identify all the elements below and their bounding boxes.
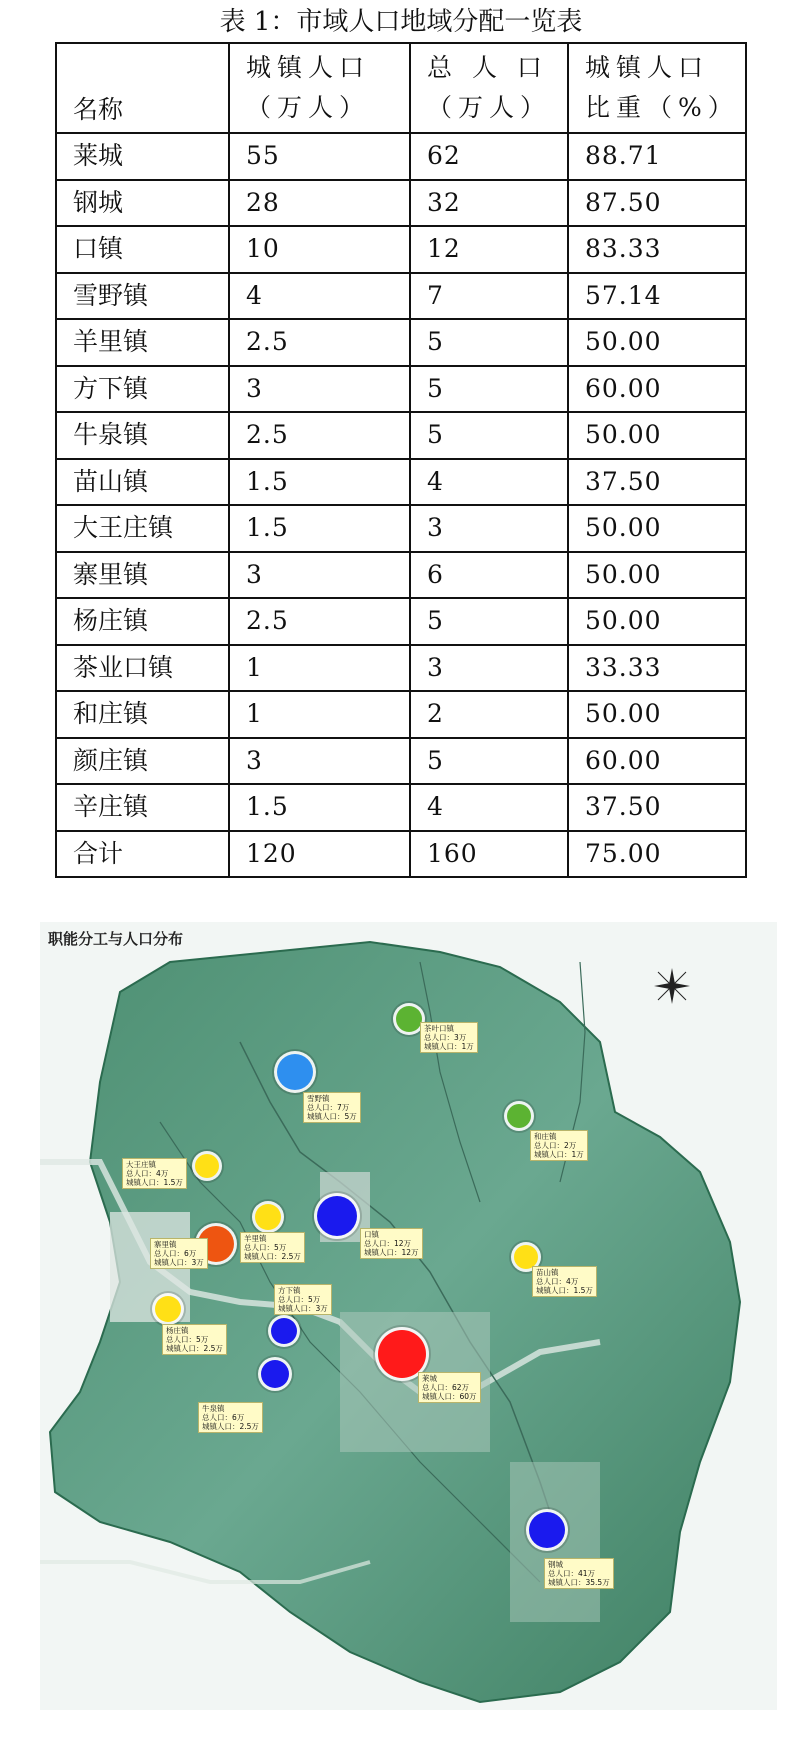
cell-urban: 2.5 <box>229 598 410 645</box>
cell-urban: 1.5 <box>229 784 410 831</box>
cell-name: 颜庄镇 <box>56 738 229 785</box>
cell-total: 4 <box>410 784 568 831</box>
cell-urban: 1 <box>229 691 410 738</box>
cell-total: 5 <box>410 412 568 459</box>
cell-total: 7 <box>410 273 568 320</box>
map-label-chayekou: 茶叶口镇 总人口：3万 城镇人口：1万 <box>420 1022 478 1053</box>
cell-name: 大王庄镇 <box>56 505 229 552</box>
table-row <box>56 645 746 692</box>
cell-name: 和庄镇 <box>56 691 229 738</box>
cell-name: 羊里镇 <box>56 319 229 366</box>
header-name: 名称 <box>56 43 229 133</box>
cell-urban: 120 <box>229 831 410 878</box>
cell-ratio: 37.50 <box>568 784 746 831</box>
cell-total: 5 <box>410 598 568 645</box>
cell-name: 辛庄镇 <box>56 784 229 831</box>
cell-total: 5 <box>410 738 568 785</box>
cell-name: 合计 <box>56 831 229 878</box>
cell-name: 茶业口镇 <box>56 645 229 692</box>
cell-urban: 3 <box>229 738 410 785</box>
cell-total: 3 <box>410 645 568 692</box>
town-marker-yangli <box>255 1204 281 1230</box>
cell-urban: 55 <box>229 133 410 180</box>
cell-name: 莱城 <box>56 133 229 180</box>
cell-name: 口镇 <box>56 226 229 273</box>
cell-name: 雪野镇 <box>56 273 229 320</box>
cell-urban: 2.5 <box>229 412 410 459</box>
population-table <box>55 42 747 878</box>
table-row <box>56 691 746 738</box>
cell-urban: 3 <box>229 552 410 599</box>
cell-ratio: 83.33 <box>568 226 746 273</box>
table-row <box>56 552 746 599</box>
cell-ratio: 57.14 <box>568 273 746 320</box>
map-label-xueye: 雪野镇 总人口：7万 城镇人口：5万 <box>303 1092 361 1123</box>
town-marker-kouzhen <box>317 1196 357 1236</box>
table-row <box>56 319 746 366</box>
header-ratio: 城镇人口 比重（%） <box>568 43 746 133</box>
cell-ratio: 50.00 <box>568 319 746 366</box>
town-marker-gangcheng <box>529 1512 565 1548</box>
town-marker-hezhuang <box>507 1104 531 1128</box>
map-label-kouzhen: 口镇 总人口：12万 城镇人口：12万 <box>360 1228 423 1259</box>
cell-total: 6 <box>410 552 568 599</box>
map-label-miaoshan: 苗山镇 总人口：4万 城镇人口：1.5万 <box>532 1266 597 1297</box>
cell-total: 5 <box>410 319 568 366</box>
cell-total: 3 <box>410 505 568 552</box>
cell-ratio: 60.00 <box>568 366 746 413</box>
cell-ratio: 50.00 <box>568 598 746 645</box>
cell-ratio: 87.50 <box>568 180 746 227</box>
compass-icon <box>652 966 692 1006</box>
cell-ratio: 33.33 <box>568 645 746 692</box>
table-row <box>56 133 746 180</box>
cell-ratio: 50.00 <box>568 505 746 552</box>
table-row <box>56 831 746 878</box>
cell-name: 寨里镇 <box>56 552 229 599</box>
map-label-zhaili: 寨里镇 总人口：6万 城镇人口：3万 <box>150 1238 208 1269</box>
cell-ratio: 88.71 <box>568 133 746 180</box>
population-distribution-map <box>40 922 777 1710</box>
table-caption: 表 1：市域人口地域分配一览表 <box>219 7 583 37</box>
town-marker-fangxia <box>271 1318 297 1344</box>
cell-urban: 2.5 <box>229 319 410 366</box>
cell-ratio: 75.00 <box>568 831 746 878</box>
map-title: 职能分工与人口分布 <box>48 930 184 948</box>
cell-ratio: 50.00 <box>568 412 746 459</box>
cell-ratio: 60.00 <box>568 738 746 785</box>
map-label-yangli: 羊里镇 总人口：5万 城镇人口：2.5万 <box>240 1232 305 1263</box>
table-row <box>56 180 746 227</box>
map-label-gangcheng: 钢城 总人口：41万 城镇人口：35.5万 <box>544 1558 614 1589</box>
map-label-dawangzhuang: 大王庄镇 总人口：4万 城镇人口：1.5万 <box>122 1158 187 1189</box>
cell-ratio: 50.00 <box>568 552 746 599</box>
map-label-yangzhuang: 杨庄镇 总人口：5万 城镇人口：2.5万 <box>162 1324 227 1355</box>
cell-total: 160 <box>410 831 568 878</box>
cell-name: 牛泉镇 <box>56 412 229 459</box>
map-label-fangxia: 方下镇 总人口：5万 城镇人口：3万 <box>274 1284 332 1315</box>
cell-urban: 1 <box>229 645 410 692</box>
town-marker-niuquan <box>261 1360 289 1388</box>
cell-urban: 28 <box>229 180 410 227</box>
cell-total: 62 <box>410 133 568 180</box>
table-row <box>56 273 746 320</box>
header-total: 总 人 口 （万人） <box>410 43 568 133</box>
cell-total: 5 <box>410 366 568 413</box>
town-marker-dawangzhuang <box>195 1154 219 1178</box>
map-label-hezhuang: 和庄镇 总人口：2万 城镇人口：1万 <box>530 1130 588 1161</box>
cell-total: 32 <box>410 180 568 227</box>
town-marker-laicheng <box>378 1330 426 1378</box>
table-row <box>56 598 746 645</box>
header-urban: 城镇人口 （万人） <box>229 43 410 133</box>
cell-urban: 1.5 <box>229 505 410 552</box>
cell-ratio: 37.50 <box>568 459 746 506</box>
cell-urban: 1.5 <box>229 459 410 506</box>
table-row <box>56 226 746 273</box>
cell-name: 杨庄镇 <box>56 598 229 645</box>
town-marker-yangzhuang <box>155 1296 181 1322</box>
table-row <box>56 505 746 552</box>
table-header-row <box>56 43 746 133</box>
terrain-map <box>40 922 777 1710</box>
town-marker-chayekou <box>396 1006 422 1032</box>
table-row <box>56 784 746 831</box>
cell-urban: 10 <box>229 226 410 273</box>
cell-urban: 3 <box>229 366 410 413</box>
table-row <box>56 459 746 506</box>
cell-urban: 4 <box>229 273 410 320</box>
cell-total: 2 <box>410 691 568 738</box>
cell-total: 12 <box>410 226 568 273</box>
map-label-niuquan: 牛泉镇 总人口：6万 城镇人口：2.5万 <box>198 1402 263 1433</box>
cell-total: 4 <box>410 459 568 506</box>
cell-name: 钢城 <box>56 180 229 227</box>
town-marker-xueye <box>277 1054 313 1090</box>
cell-name: 苗山镇 <box>56 459 229 506</box>
table-row <box>56 412 746 459</box>
cell-name: 方下镇 <box>56 366 229 413</box>
table-row <box>56 366 746 413</box>
table-row <box>56 738 746 785</box>
map-label-laicheng: 莱城 总人口：62万 城镇人口：60万 <box>418 1372 481 1403</box>
cell-ratio: 50.00 <box>568 691 746 738</box>
